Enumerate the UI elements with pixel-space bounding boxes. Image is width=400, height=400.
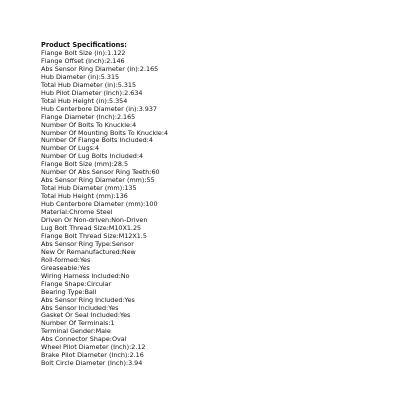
spec-line: Abs Sensor Ring Diameter (mm):55 xyxy=(41,176,155,185)
spec-line: Flange Bolt Thread Size:M12X1.5 xyxy=(41,231,147,240)
specifications-title: Product Specifications: xyxy=(41,41,127,49)
spec-line: Wheel Pilot Diameter (Inch):2.12 xyxy=(41,343,146,352)
spec-line: Abs Sensor Included:Yes xyxy=(41,303,119,312)
spec-line: Terminal Gender:Male xyxy=(41,327,111,336)
spec-line: Hub Diameter (in):5.315 xyxy=(41,72,120,81)
spec-line: Number Of Flange Bolts Included:4 xyxy=(41,136,153,145)
spec-line: Abs Connector Shape:Oval xyxy=(41,335,127,344)
spec-line: Flange Bolt Size (mm):28.5 xyxy=(41,160,129,169)
spec-line: Number Of Mounting Bolts To Knuckle:4 xyxy=(41,128,169,137)
spec-line: Flange Bolt Size (in):1.122 xyxy=(41,49,126,57)
specifications-list xyxy=(41,50,381,368)
spec-line: Hub Centerbore Diameter (mm):100 xyxy=(41,200,158,209)
spec-line: Abs Sensor Ring Included:Yes xyxy=(41,295,135,304)
spec-line: Material:Chrome Steel xyxy=(41,208,113,217)
spec-line: Flange Diameter (Inch):2.165 xyxy=(41,112,136,121)
spec-line: Number Of Terminals:1 xyxy=(41,319,115,328)
spec-line: Flange Offset (Inch):2.146 xyxy=(41,56,125,65)
spec-line: Total Hub Height (in):5.354 xyxy=(41,96,128,105)
spec-line: Brake Pilot Diameter (Inch):2.16 xyxy=(41,351,144,360)
spec-line: Number Of Bolts To Knuckle:4 xyxy=(41,120,137,129)
spec-line: Roll-formed:Yes xyxy=(41,255,91,264)
spec-line: New Or Remanufactured:New xyxy=(41,247,136,256)
spec-line: Bolt Circle Diameter (Inch):3.94 xyxy=(41,359,143,368)
spec-line: Hub Pilot Diameter (Inch):2.634 xyxy=(41,88,143,97)
spec-line: Greaseable:Yes xyxy=(41,263,90,272)
spec-line: Flange Shape:Circular xyxy=(41,279,112,288)
spec-line: Number Of Lug Bolts Included:4 xyxy=(41,152,144,161)
spec-line: Total Hub Diameter (mm):135 xyxy=(41,184,137,193)
spec-line: Bearing Type:Ball xyxy=(41,287,97,296)
spec-line: Wiring Harness Included:No xyxy=(41,271,130,280)
spec-line: Driven Or Non-driven:Non-Driven xyxy=(41,216,148,225)
spec-line: Abs Sensor Ring Type:Sensor xyxy=(41,239,134,248)
spec-line: Number Of Lugs:4 xyxy=(41,144,100,153)
spec-line: Total Hub Height (mm):136 xyxy=(41,192,128,201)
spec-line: Number Of Abs Sensor Ring Teeth:60 xyxy=(41,168,160,177)
spec-line: Abs Sensor Ring Diameter (in):2.165 xyxy=(41,64,159,73)
product-specifications xyxy=(41,41,381,368)
spec-line: Total Hub Diameter (in):5.315 xyxy=(41,80,137,89)
spec-line: Lug Bolt Thread Size:M10X1.25 xyxy=(41,223,142,232)
spec-line: Gasket Or Seal Included:Yes xyxy=(41,311,131,320)
spec-line: Hub Centerbore Diameter (in):3.937 xyxy=(41,104,157,113)
